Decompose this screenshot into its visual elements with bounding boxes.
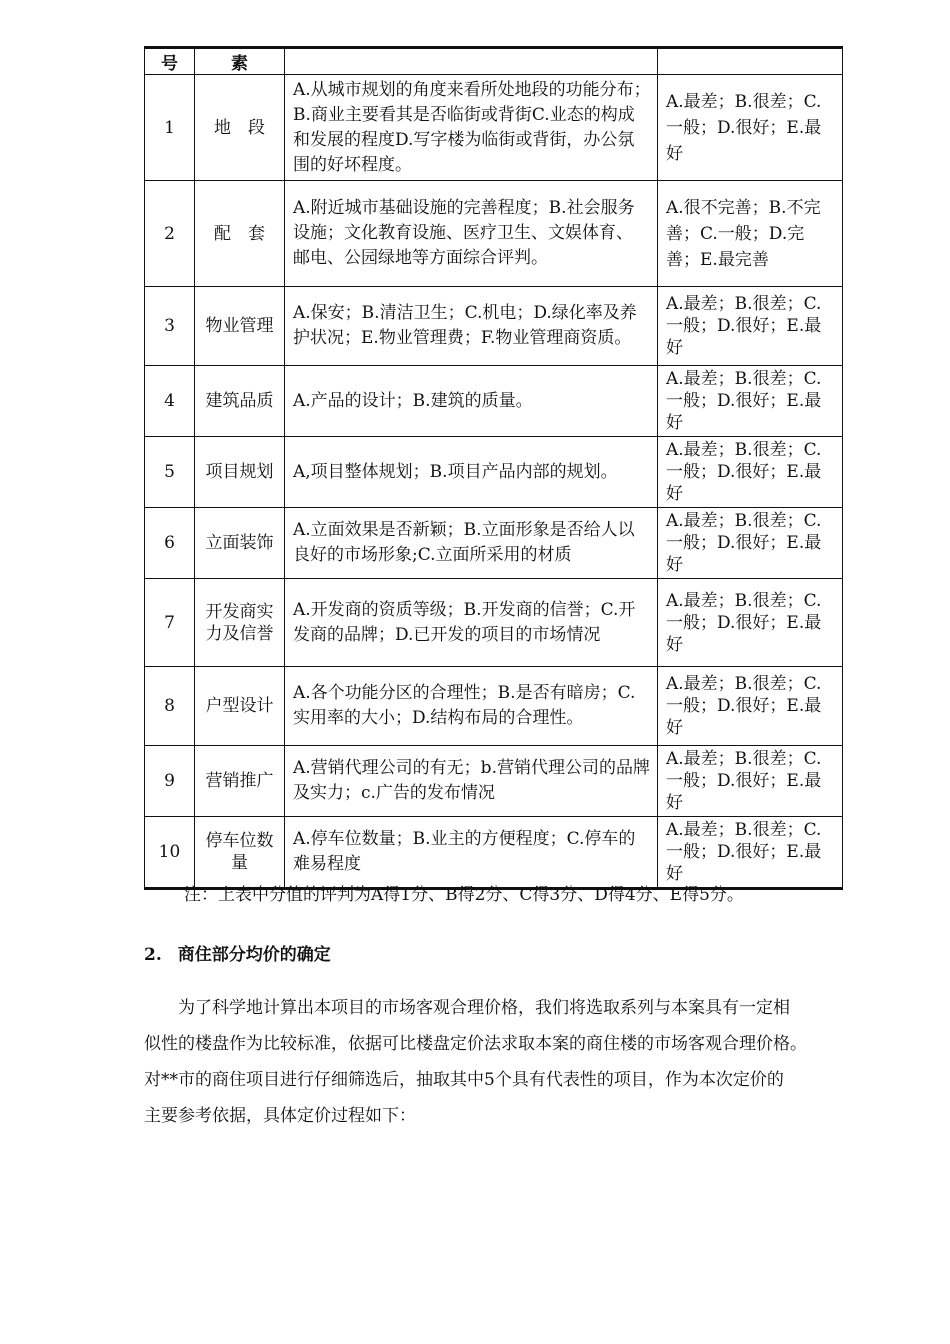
row-scale: A.最差；B.很差；C.一般；D.很好；E.最好 (658, 579, 843, 667)
row-number: 2 (145, 181, 195, 287)
row-description: A,项目整体规划；B.项目产品内部的规划。 (285, 437, 658, 508)
row-description: A.营销代理公司的有无；b.营销代理公司的品牌及实力；c.广告的发布情况 (285, 746, 658, 817)
row-scale: A.很不完善；B.不完善；C.一般；D.完善；E.最完善 (658, 181, 843, 287)
table-row (145, 667, 843, 746)
row-number: 10 (145, 817, 195, 889)
section-number: 2. (144, 945, 162, 965)
row-number: 4 (145, 366, 195, 437)
table-row (145, 181, 843, 287)
table-row (145, 287, 843, 366)
row-factor: 配 套 (195, 181, 285, 287)
row-scale: A.最差；B.很差；C.一般；D.很好；E.最好 (658, 437, 843, 508)
header-cell-number: 号 (145, 48, 195, 75)
row-description: A.产品的设计；B.建筑的质量。 (285, 366, 658, 437)
row-number: 5 (145, 437, 195, 508)
row-number: 7 (145, 579, 195, 667)
table-row (145, 579, 843, 667)
paragraph-line: 为了科学地计算出本项目的市场客观合理价格，我们将选取系列与本案具有一定相 (178, 998, 790, 1018)
paragraph-line: 主要参考依据，具体定价过程如下： (144, 1106, 416, 1126)
row-number: 8 (145, 667, 195, 746)
table-row (145, 817, 843, 889)
section-paragraph (144, 990, 844, 1134)
table-note: 注：上表中分值的评判为A得1分、B得2分、C得3分、D得4分、E得5分。 (184, 885, 744, 905)
row-description: A.停车位数量；B.业主的方便程度；C.停车的难易程度 (285, 817, 658, 889)
row-scale: A.最差；B.很差；C.一般；D.很好；E.最好 (658, 366, 843, 437)
table-row (145, 508, 843, 579)
row-number: 1 (145, 75, 195, 181)
table-row (145, 75, 843, 181)
row-factor: 停车位数量 (195, 817, 285, 889)
row-description: A.立面效果是否新颖；B.立面形象是否给人以良好的市场形象;C.立面所采用的材质 (285, 508, 658, 579)
row-description: A.附近城市基础设施的完善程度；B.社会服务设施；文化教育设施、医疗卫生、文娱体育、 邮电、公园绿地等方面综合评判。 (285, 181, 658, 287)
row-factor: 立面装饰 (195, 508, 285, 579)
row-number: 6 (145, 508, 195, 579)
section-heading (144, 940, 331, 965)
header-cell-scale (658, 48, 843, 75)
section-title: 商住部分均价的确定 (177, 945, 331, 965)
row-number: 9 (145, 746, 195, 817)
table-header-row (145, 48, 843, 75)
paragraph-line: 对**市的商住项目进行仔细筛选后，抽取其中5个具有代表性的项目，作为本次定价的 (144, 1070, 784, 1090)
row-scale: A.最差；B.很差；C.一般；D.很好；E.最好 (658, 667, 843, 746)
header-cell-description (285, 48, 658, 75)
row-factor: 物业管理 (195, 287, 285, 366)
row-description: A.从城市规划的角度来看所处地段的功能分布；B.商业主要看其是否临街或背街C.业态的构成和发展的程度D.写字楼为临街或背街，办公氛围的好坏程度。 (285, 75, 658, 181)
row-factor: 户型设计 (195, 667, 285, 746)
row-scale: A.最差；B.很差；C.一般；D.很好；E.最好 (658, 287, 843, 366)
row-factor: 开发商实力及信誉 (195, 579, 285, 667)
evaluation-factor-table (144, 46, 843, 890)
table-row (145, 437, 843, 508)
row-description: A.保安；B.清洁卫生；C.机电；D.绿化率及养护状况；E.物业管理费；F.物业管理商资质。 (285, 287, 658, 366)
row-scale: A.最差；B.很差；C.一般；D.很好；E.最好 (658, 508, 843, 579)
row-factor: 地 段 (195, 75, 285, 181)
table-row (145, 366, 843, 437)
header-cell-factor: 素 (195, 48, 285, 75)
paragraph-line: 似性的楼盘作为比较标准，依据可比楼盘定价法求取本案的商住楼的市场客观合理价格。 (144, 1034, 807, 1054)
row-number: 3 (145, 287, 195, 366)
table-row (145, 746, 843, 817)
row-scale: A.最差；B.很差；C.一般；D.很好；E.最好 (658, 746, 843, 817)
row-factor: 项目规划 (195, 437, 285, 508)
row-factor: 营销推广 (195, 746, 285, 817)
row-factor: 建筑品质 (195, 366, 285, 437)
row-scale: A.最差；B.很差；C.一般；D.很好；E.最好 (658, 75, 843, 181)
row-description: A.开发商的资质等级；B.开发商的信誉；C.开发商的品牌；D.已开发的项目的市场情况 (285, 579, 658, 667)
row-scale: A.最差；B.很差；C.一般；D.很好；E.最好 (658, 817, 843, 889)
row-description: A.各个功能分区的合理性；B.是否有暗房；C.实用率的大小；D.结构布局的合理性。 (285, 667, 658, 746)
